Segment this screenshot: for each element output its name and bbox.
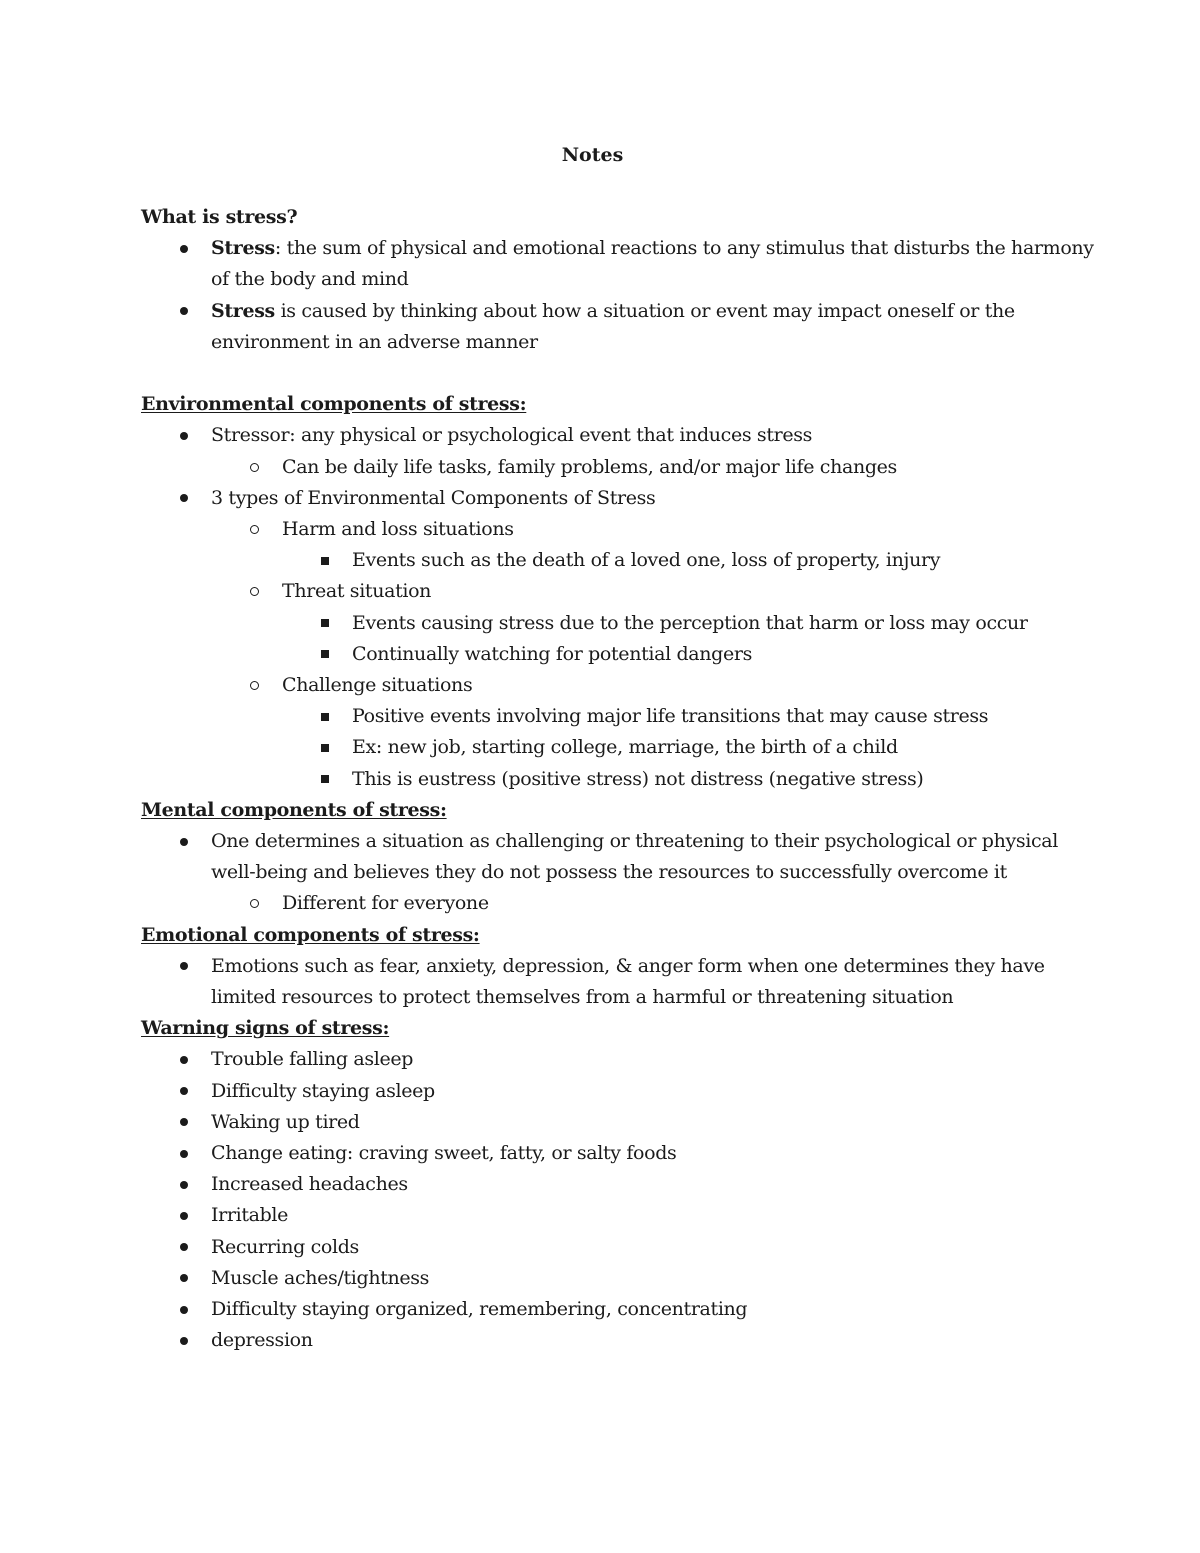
list-item [141, 701, 1101, 732]
bullet-disc-icon [174, 1044, 194, 1075]
list-item [141, 420, 1101, 451]
list-item-text: Different for everyone [282, 892, 489, 915]
list-item-text: Can be daily life tasks, family problems, and/or major life changes [282, 455, 897, 478]
list-item-text: Threat situation [282, 580, 432, 603]
list-item-text: Increased headaches [211, 1173, 408, 1196]
heading-warning-signs: Warning signs of stress: [141, 1017, 390, 1040]
bullet-circle-icon [244, 670, 264, 701]
list-item [141, 1138, 1101, 1169]
list-item-text: Stressor: any physical or psychological event that induces stress [211, 424, 813, 447]
heading-environmental: Environmental components of stress: [141, 393, 527, 416]
heading-emotional: Emotional components of stress: [141, 923, 480, 946]
list-item-text: depression [211, 1329, 313, 1352]
list-item-text: 3 types of Environmental Components of Stress [211, 486, 656, 509]
list-item-text: Ex: new job, starting college, marriage, the birth of a child [352, 736, 898, 759]
list-item [141, 608, 1101, 639]
list-item [141, 545, 1101, 576]
list-item-text: Recurring colds [211, 1235, 359, 1258]
bullet-disc-icon [174, 1107, 194, 1138]
list-item [141, 1044, 1101, 1075]
list-item-text: Events causing stress due to the perception that harm or loss may occur [352, 611, 1028, 634]
list-item [141, 296, 1101, 358]
document-body [141, 202, 1101, 1357]
list-item-text: Difficulty staying asleep [211, 1079, 435, 1102]
bullet-square-icon [315, 545, 335, 576]
bullet-square-icon [315, 701, 335, 732]
heading-mental: Mental components of stress: [141, 798, 447, 821]
list-item [141, 452, 1101, 483]
list-item [141, 826, 1101, 888]
list-item [141, 1325, 1101, 1356]
bullet-circle-icon [244, 514, 264, 545]
bullet-disc-icon [174, 1263, 194, 1294]
bullet-disc-icon [174, 1169, 194, 1200]
bullet-disc-icon [174, 1232, 194, 1263]
bullet-circle-icon [244, 452, 264, 483]
bullet-disc-icon [174, 1325, 194, 1356]
list-item-text: Change eating: craving sweet, fatty, or salty foods [211, 1142, 677, 1165]
heading-what-is-stress: What is stress? [141, 206, 298, 228]
bullet-disc-icon [174, 826, 194, 857]
list-item-text: Positive events involving major life transitions that may cause stress [352, 705, 989, 728]
list-item-text: Waking up tired [211, 1110, 360, 1133]
bullet-circle-icon [244, 888, 264, 919]
bullet-disc-icon [174, 296, 194, 327]
list-item-text: Harm and loss situations [282, 518, 514, 541]
list-item-text: Continually watching for potential dangers [352, 642, 753, 665]
list-item-text: Irritable [211, 1204, 289, 1227]
list-item-text: Emotions such as fear, anxiety, depression, & anger form when one determines they have limited resources to protect themselves from a harmful or threatening situation [211, 954, 1045, 1009]
bullet-disc-icon [174, 420, 194, 451]
list-item-text: Muscle aches/tightness [211, 1266, 430, 1289]
bullet-square-icon [315, 608, 335, 639]
list-item [141, 576, 1101, 607]
term-stress: Stress [211, 237, 275, 260]
bullet-square-icon [315, 732, 335, 763]
bullet-disc-icon [174, 1200, 194, 1231]
list-item [141, 732, 1101, 763]
list-item [141, 1200, 1101, 1231]
list-item-text: This is eustress (positive stress) not distress (negative stress) [352, 767, 924, 790]
list-item [141, 764, 1101, 795]
list-item [141, 951, 1101, 1013]
list-item-text: Trouble falling asleep [211, 1048, 414, 1071]
page-title: Notes [561, 144, 624, 166]
list-item [141, 1169, 1101, 1200]
list-item [141, 1107, 1101, 1138]
bullet-square-icon [315, 639, 335, 670]
list-item [141, 1076, 1101, 1107]
bullet-disc-icon [174, 1076, 194, 1107]
bullet-disc-icon [174, 951, 194, 982]
list-item-text: Events such as the death of a loved one, loss of property, injury [352, 549, 941, 572]
bullet-disc-icon [174, 1294, 194, 1325]
list-item [141, 1294, 1101, 1325]
list-item-text: Challenge situations [282, 674, 473, 697]
bullet-square-icon [315, 764, 335, 795]
list-item-text: One determines a situation as challenging or threatening to their psychological or physical well-being and believes they do not possess the resources to successfully overcome it [211, 830, 1058, 884]
bullet-disc-icon [174, 233, 194, 264]
definition-text: is caused by thinking about how a situation or event may impact oneself or the environment in an adverse manner [211, 299, 1015, 353]
list-item [141, 670, 1101, 701]
definition-text: : the sum of physical and emotional reactions to any stimulus that disturbs the harmony of the body and mind [211, 237, 1094, 291]
list-item [141, 233, 1101, 295]
term-stress: Stress [211, 299, 275, 322]
list-item [141, 514, 1101, 545]
list-item [141, 1232, 1101, 1263]
bullet-disc-icon [174, 1138, 194, 1169]
list-item [141, 1263, 1101, 1294]
bullet-disc-icon [174, 483, 194, 514]
list-item [141, 483, 1101, 514]
list-item [141, 639, 1101, 670]
list-item-text: Difficulty staying organized, remembering, concentrating [211, 1298, 748, 1321]
list-item [141, 888, 1101, 919]
bullet-circle-icon [244, 576, 264, 607]
